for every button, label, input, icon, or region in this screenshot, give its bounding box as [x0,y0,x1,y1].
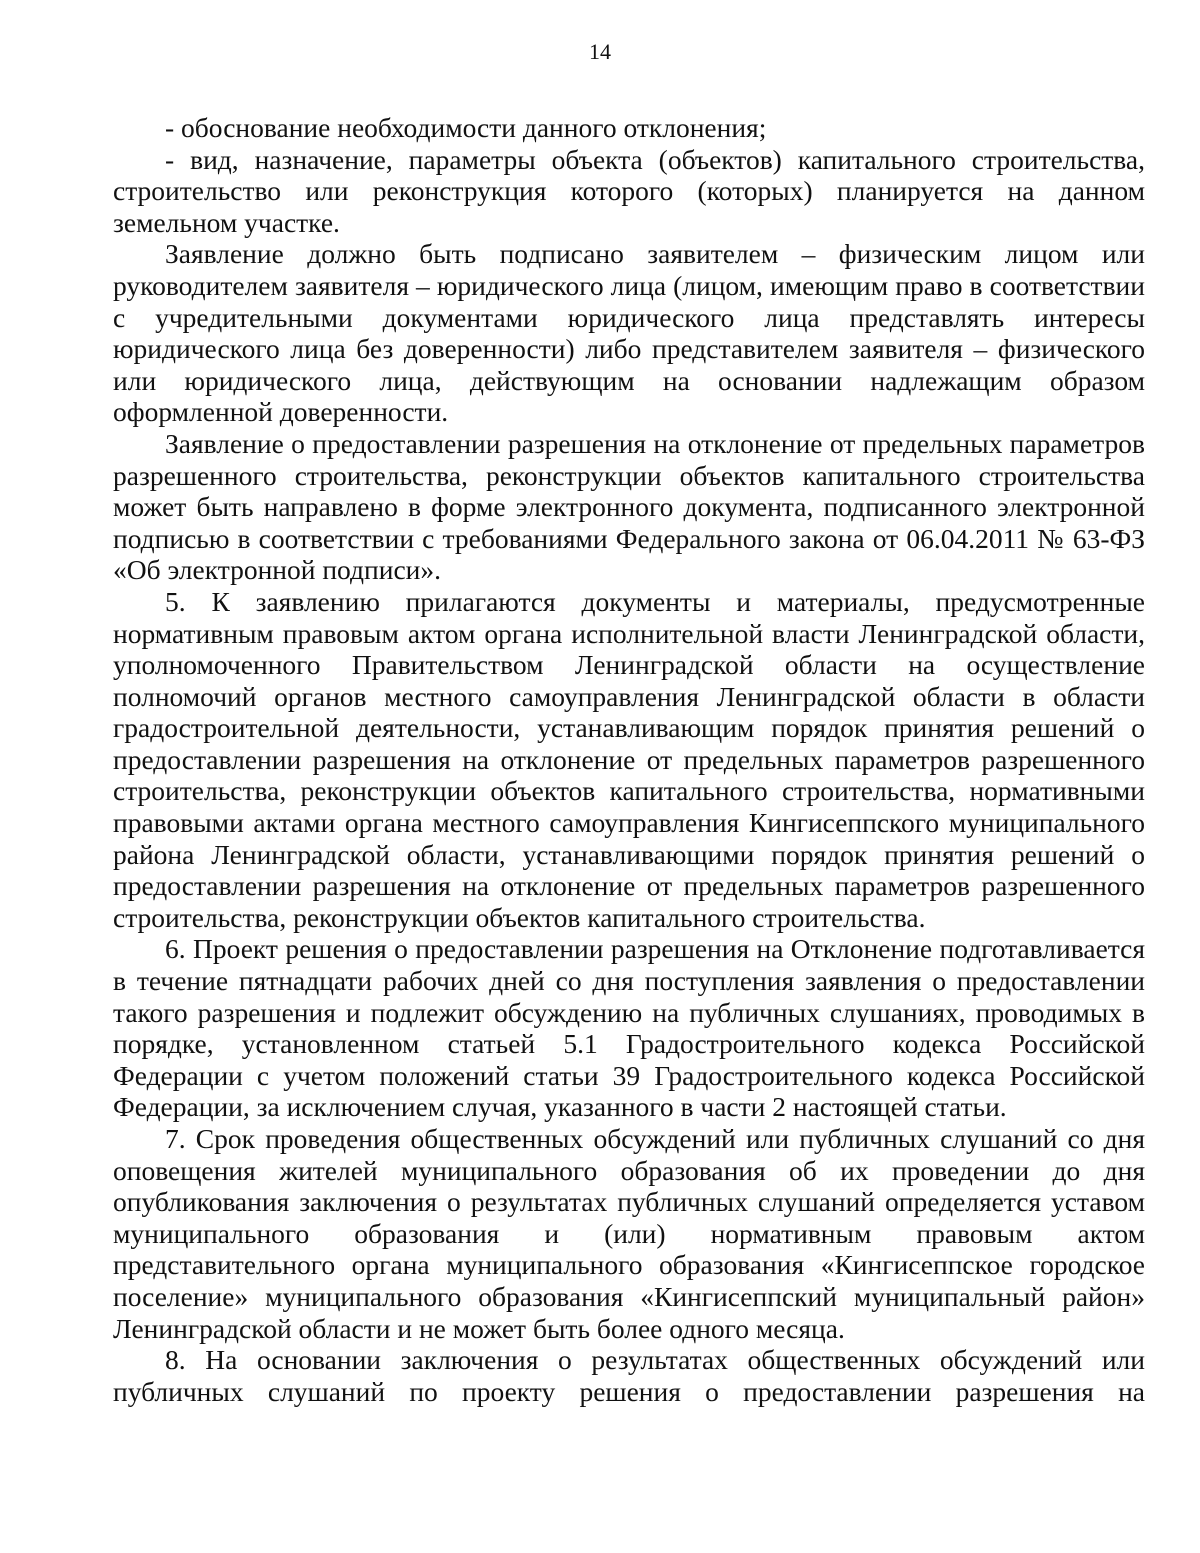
paragraph-electronic-submission: Заявление о предоставлении разрешения на отклонение от предельных параметров разрешенного строительства, реконструкции объектов капитального строительства может быть направлено в форме электронного документа, подписанного электронной подписью в соответствии с требованиями Федерального закона от 06.04.2011 № 63-ФЗ «Об электронной подписи». [113,427,1145,586]
paragraph-item-7: 7. Срок проведения общественных обсуждений или публичных слушаний со дня оповещения жителей муниципального образования об их проведении до дня опубликования заключения о результатах публичных слушаний определяется уставом муниципального образования и (или) нормативным правовым актом представительного органа муниципального образования «Кингисеппское городское поселение» муниципального образования «Кингисеппский муниципальный район» Ленинградской области и не может быть более одного месяца. [113,1123,1145,1344]
paragraph-justification: - обоснование необходимости данного отклонения; [165,112,767,143]
paragraph-signature-requirement: Заявление должно быть подписано заявителем – физическим лицом или руководителем заявителя – юридического лица (лицом, имеющим право в соответствии с учредительными документами юридического лица представлять интересы юридического лица без доверенности) либо представителем заявителя – физического или юридического лица, действующим на основании надлежащим образом оформленной доверенности. [113,238,1145,428]
paragraph-item-5: 5. К заявлению прилагаются документы и материалы, предусмотренные нормативным правовым актом органа исполнительной власти Ленинградской области, уполномоченного Правительством Ленинградской области на осуществление полномочий органов местного самоуправления Ленинградской области в области градостроительной деятельности, устанавливающим порядок принятия решений о предоставлении разрешения на отклонение от предельных параметров разрешенного строительства, реконструкции объектов капитального строительства, нормативными правовыми актами органа местного самоуправления Кингисеппского муниципального района Ленинградской области, устанавливающими порядок принятия решений о предоставлении разрешения на отклонение от предельных параметров разрешенного строительства, реконструкции объектов капитального строительства. [113,585,1145,933]
page-number: 14 [589,39,611,64]
paragraph-object-type: - вид, назначение, параметры объекта (объектов) капитального строительства, строительство или реконструкция которого (которых) планируется на данном земельном участке. [113,143,1145,238]
paragraph-item-6: 6. Проект решения о предоставлении разрешения на Отклонение подготавливается в течение пятнадцати рабочих дней со дня поступления заявления о предоставлении такого разрешения и подлежит обсуждению на публичных слушаниях, проводимых в порядке, установленном статьей 5.1 Градостроительного кодекса Российской Федерации с учетом положений статьи 39 Градостроительного кодекса Российской Федерации, за исключением случая, указанного в части 2 настоящей статьи. [113,933,1145,1123]
document-body [113,112,1145,1407]
paragraph-item-8: 8. На основании заключения о результатах общественных обсуждений или публичных слушаний по проекту решения о предоставлении разрешения на [113,1344,1145,1407]
